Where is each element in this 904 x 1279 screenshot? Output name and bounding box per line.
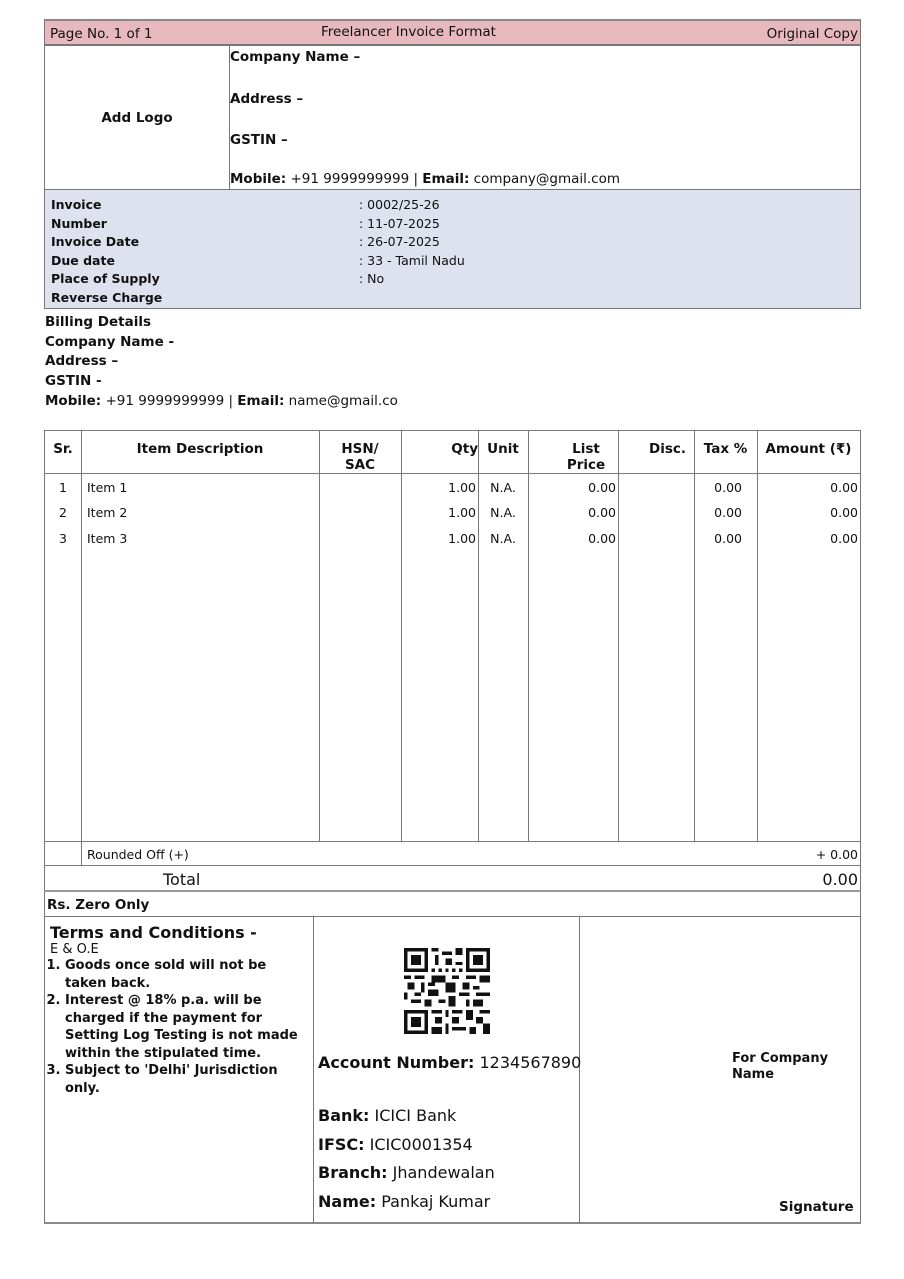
total-value: 0.00 (822, 870, 858, 889)
billing-gstin-label: GSTIN - (45, 373, 102, 390)
cell-qty: 1.00 (448, 480, 476, 495)
cell-tax: 0.00 (714, 480, 742, 495)
col-header-amount: Amount (₹) (765, 441, 852, 457)
footer-section (44, 916, 861, 1224)
col-header-description: Item Description (136, 441, 264, 457)
cell-tax: 0.00 (714, 531, 742, 546)
billing-email-label: Email: (237, 392, 285, 409)
cell-unit: N.A. (490, 480, 516, 495)
cell-amount: 0.00 (830, 531, 858, 546)
cell-tax: 0.00 (714, 505, 742, 520)
account-holder-line (318, 1192, 490, 1211)
branch-line (318, 1163, 495, 1182)
total-label: Total (163, 870, 201, 889)
billing-address-label: Address – (45, 353, 119, 370)
ifsc-label: IFSC: (318, 1135, 365, 1154)
ifsc-code: ICIC0001354 (369, 1135, 473, 1154)
invoice-number-value: : 0002/25-26 (359, 197, 440, 212)
items-table (44, 430, 861, 866)
cell-amount: 0.00 (830, 505, 858, 520)
place-of-supply-value: : 33 - Tamil Nadu (359, 252, 465, 268)
seller-email-label: Email: (422, 171, 470, 187)
info-label: Place of Supply (51, 271, 160, 286)
account-number-label: Account Number: (318, 1053, 475, 1072)
seller-email: company@gmail.com (473, 171, 620, 187)
cell-description: Item 2 (87, 505, 128, 520)
account-number-line (318, 1053, 581, 1072)
cell-qty: 1.00 (448, 505, 476, 520)
info-label: Reverse Charge (51, 289, 163, 305)
account-number: 1234567890 (479, 1053, 582, 1072)
page-header-bar (44, 19, 861, 45)
col-header-qty: Qty (451, 441, 478, 457)
cell-amount: 0.00 (830, 480, 858, 495)
bank-label: Bank: (318, 1106, 370, 1125)
terms-item: 2. Interest @ 18% p.a. will be charged if the payment for Setting Log Testing is not made within the stipulated time. (65, 992, 310, 1062)
qr-code-icon (404, 948, 490, 1034)
billing-email: name@gmail.co (288, 392, 398, 409)
ifsc-line (318, 1135, 473, 1154)
billing-contact-line (45, 392, 398, 412)
billing-heading: Billing Details (45, 314, 151, 330)
col-header-discount: Disc. (649, 441, 686, 457)
branch-name: Jhandewalan (392, 1163, 495, 1182)
cell-list-price: 0.00 (588, 480, 616, 495)
page-number: Page No. 1 of 1 (50, 26, 153, 42)
column-divider (81, 431, 82, 865)
info-label: Invoice Date (51, 234, 140, 249)
cell-sr: 3 (59, 531, 67, 546)
total-row (44, 866, 861, 892)
col-header-hsn: HSN/ SAC (341, 441, 379, 473)
cell-sr: 1 (59, 480, 67, 495)
col-header-tax: Tax % (703, 441, 748, 457)
seller-mobile: +91 9999999999 | (290, 171, 418, 187)
billing-details (45, 313, 398, 412)
bank-name-line (318, 1106, 456, 1125)
footer-divider (313, 917, 314, 1223)
cell-unit: N.A. (490, 531, 516, 546)
billing-company-label: Company Name - (45, 333, 175, 350)
info-label: Due date (51, 252, 115, 268)
amount-in-words: Rs. Zero Only (44, 892, 861, 917)
rounded-off-value: + 0.00 (815, 847, 858, 862)
cell-qty: 1.00 (448, 531, 476, 546)
rounded-row-divider (45, 841, 860, 842)
seller-header (44, 45, 861, 190)
col-header-unit: Unit (487, 441, 519, 457)
branch-label: Branch: (318, 1163, 388, 1182)
invoice-info-panel (44, 189, 861, 309)
due-date-value: : 26-07-2025 (359, 234, 440, 249)
signature-label: Signature (779, 1199, 854, 1215)
cell-sr: 2 (59, 505, 67, 520)
invoice-date-value: : 11-07-2025 (359, 215, 440, 231)
col-header-list-price: List Price (566, 441, 606, 473)
table-header-divider (45, 473, 860, 474)
holder-name: Pankaj Kumar (381, 1192, 491, 1211)
document-title: Freelancer Invoice Format (321, 24, 496, 40)
cell-list-price: 0.00 (588, 505, 616, 520)
reverse-charge-value: : No (359, 271, 385, 286)
billing-mobile-label: Mobile: (45, 392, 102, 409)
info-label: Number (51, 215, 107, 231)
for-company-name: For Company Name (732, 1051, 829, 1082)
seller-company-name-label: Company Name – (230, 49, 361, 65)
column-divider (319, 431, 320, 841)
cell-list-price: 0.00 (588, 531, 616, 546)
terms-title: Terms and Conditions - (50, 923, 257, 942)
column-divider (618, 431, 619, 841)
seller-mobile-label: Mobile: (230, 171, 287, 187)
col-header-sr: Sr. (53, 441, 73, 457)
seller-contact-line (230, 171, 620, 187)
cell-description: Item 1 (87, 480, 128, 495)
logo-placeholder[interactable]: Add Logo (45, 46, 230, 189)
terms-eoe: E & O.E (50, 942, 99, 957)
cell-unit: N.A. (490, 505, 516, 520)
terms-and-conditions (50, 923, 310, 1097)
seller-address-label: Address – (230, 91, 304, 107)
seller-gstin-label: GSTIN – (230, 132, 288, 148)
holder-name-label: Name: (318, 1192, 377, 1211)
billing-mobile: +91 9999999999 | (105, 392, 233, 409)
terms-item: 3. Subject to 'Delhi' Jurisdiction only. (65, 1062, 310, 1097)
terms-item: 1. Goods once sold will not be taken back. (65, 957, 310, 992)
bank-name: ICICI Bank (374, 1106, 457, 1125)
copy-type: Original Copy (766, 26, 858, 42)
cell-description: Item 3 (87, 531, 128, 546)
rounded-off-label: Rounded Off (+) (87, 847, 189, 862)
info-label: Invoice (51, 197, 102, 212)
